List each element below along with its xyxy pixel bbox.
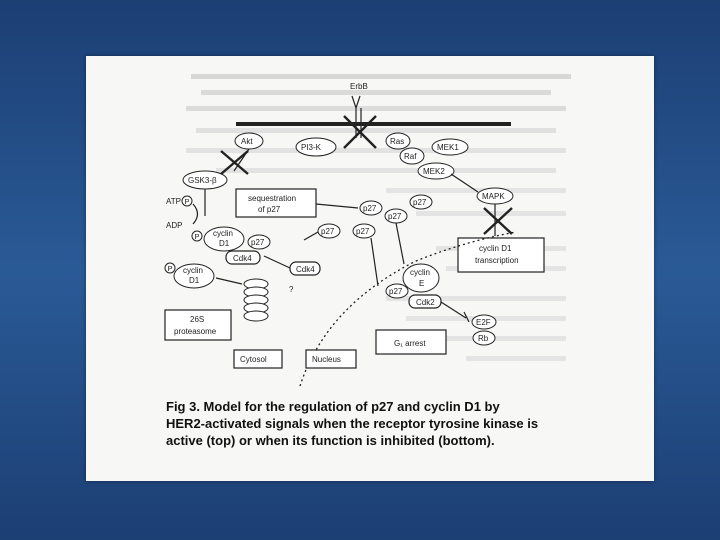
cyclin-transcription-label-1: cyclin D1 bbox=[479, 244, 512, 253]
phosphorylation-arrow bbox=[193, 189, 205, 224]
sequestration-label-2: of p27 bbox=[258, 205, 281, 214]
erbb-label: ErbB bbox=[350, 82, 368, 91]
p27-to-complex-arrow bbox=[304, 232, 318, 240]
degradation-arrow bbox=[216, 278, 242, 284]
p-free-label: P bbox=[167, 264, 173, 273]
mapk-label: MAPK bbox=[482, 192, 505, 201]
g1-arrest-label: G₁ arrest bbox=[394, 339, 426, 348]
proteasome-icon bbox=[244, 279, 268, 321]
proteasome-label-2: proteasome bbox=[174, 327, 217, 336]
p27-label-b: p27 bbox=[388, 212, 402, 221]
e2f-label: E2F bbox=[476, 318, 491, 327]
akt-label: Akt bbox=[241, 137, 253, 146]
caption-line-3: active (top) or when its function is inhibited (bottom). bbox=[166, 433, 495, 448]
ras-label: Ras bbox=[390, 137, 405, 146]
p27-label-a: p27 bbox=[363, 204, 377, 213]
pi3k-label: PI3-K bbox=[301, 143, 322, 152]
atp-label: ATP bbox=[166, 197, 181, 206]
p-complex-label: P bbox=[194, 232, 200, 241]
rb-label: Rb bbox=[478, 334, 489, 343]
p27-nuclear-arrow-2 bbox=[396, 223, 404, 264]
gsk3b-label: GSK3-β bbox=[188, 176, 217, 185]
cyclin-transcription-label-2: transcription bbox=[475, 256, 519, 265]
raf-label: Raf bbox=[404, 152, 417, 161]
p27-cluster bbox=[318, 195, 432, 238]
adp-label: ADP bbox=[166, 221, 183, 230]
p-atp-label: P bbox=[184, 197, 190, 206]
cyclin-d1-b-label-2: D1 bbox=[189, 276, 200, 285]
nucleus-label: Nucleus bbox=[312, 355, 341, 364]
p27-label-g: p27 bbox=[389, 287, 403, 296]
caption-line-2: HER2-activated signals when the receptor tyrosine kinase is bbox=[166, 416, 539, 431]
cyclin-d1-b-label-1: cyclin bbox=[183, 266, 204, 275]
caption-line-1: Fig 3. Model for the regulation of p27 and cyclin D1 by bbox=[166, 399, 500, 414]
p27-label-c: p27 bbox=[413, 198, 427, 207]
p27-label-d: p27 bbox=[321, 227, 335, 236]
cdk4-a-label: Cdk4 bbox=[233, 254, 252, 263]
pathway-figure bbox=[86, 56, 654, 481]
cyclin-e-label-1: cyclin bbox=[410, 268, 431, 277]
sequestration-label-1: sequestration bbox=[248, 194, 297, 203]
p27-nuclear-arrow bbox=[371, 238, 378, 286]
mek2-label: MEK2 bbox=[423, 167, 445, 176]
cdk4-b-label: Cdk4 bbox=[296, 265, 315, 274]
cdk2-label: Cdk2 bbox=[416, 298, 435, 307]
complex-cdk4-arrow bbox=[264, 256, 290, 268]
cytosol-label: Cytosol bbox=[240, 355, 267, 364]
p27-label-f: p27 bbox=[251, 238, 265, 247]
cyclin-d1-a-label-1: cyclin bbox=[213, 229, 234, 238]
mek1-label: MEK1 bbox=[437, 143, 459, 152]
question-label: ? bbox=[289, 285, 294, 294]
slide-panel bbox=[86, 56, 654, 481]
proteasome-label-1: 26S bbox=[190, 315, 205, 324]
sequestration-arrow bbox=[316, 204, 358, 208]
p27-label-e: p27 bbox=[356, 227, 370, 236]
cyclin-e-label-2: E bbox=[419, 279, 425, 288]
cyclin-d1-a-label-2: D1 bbox=[219, 239, 230, 248]
